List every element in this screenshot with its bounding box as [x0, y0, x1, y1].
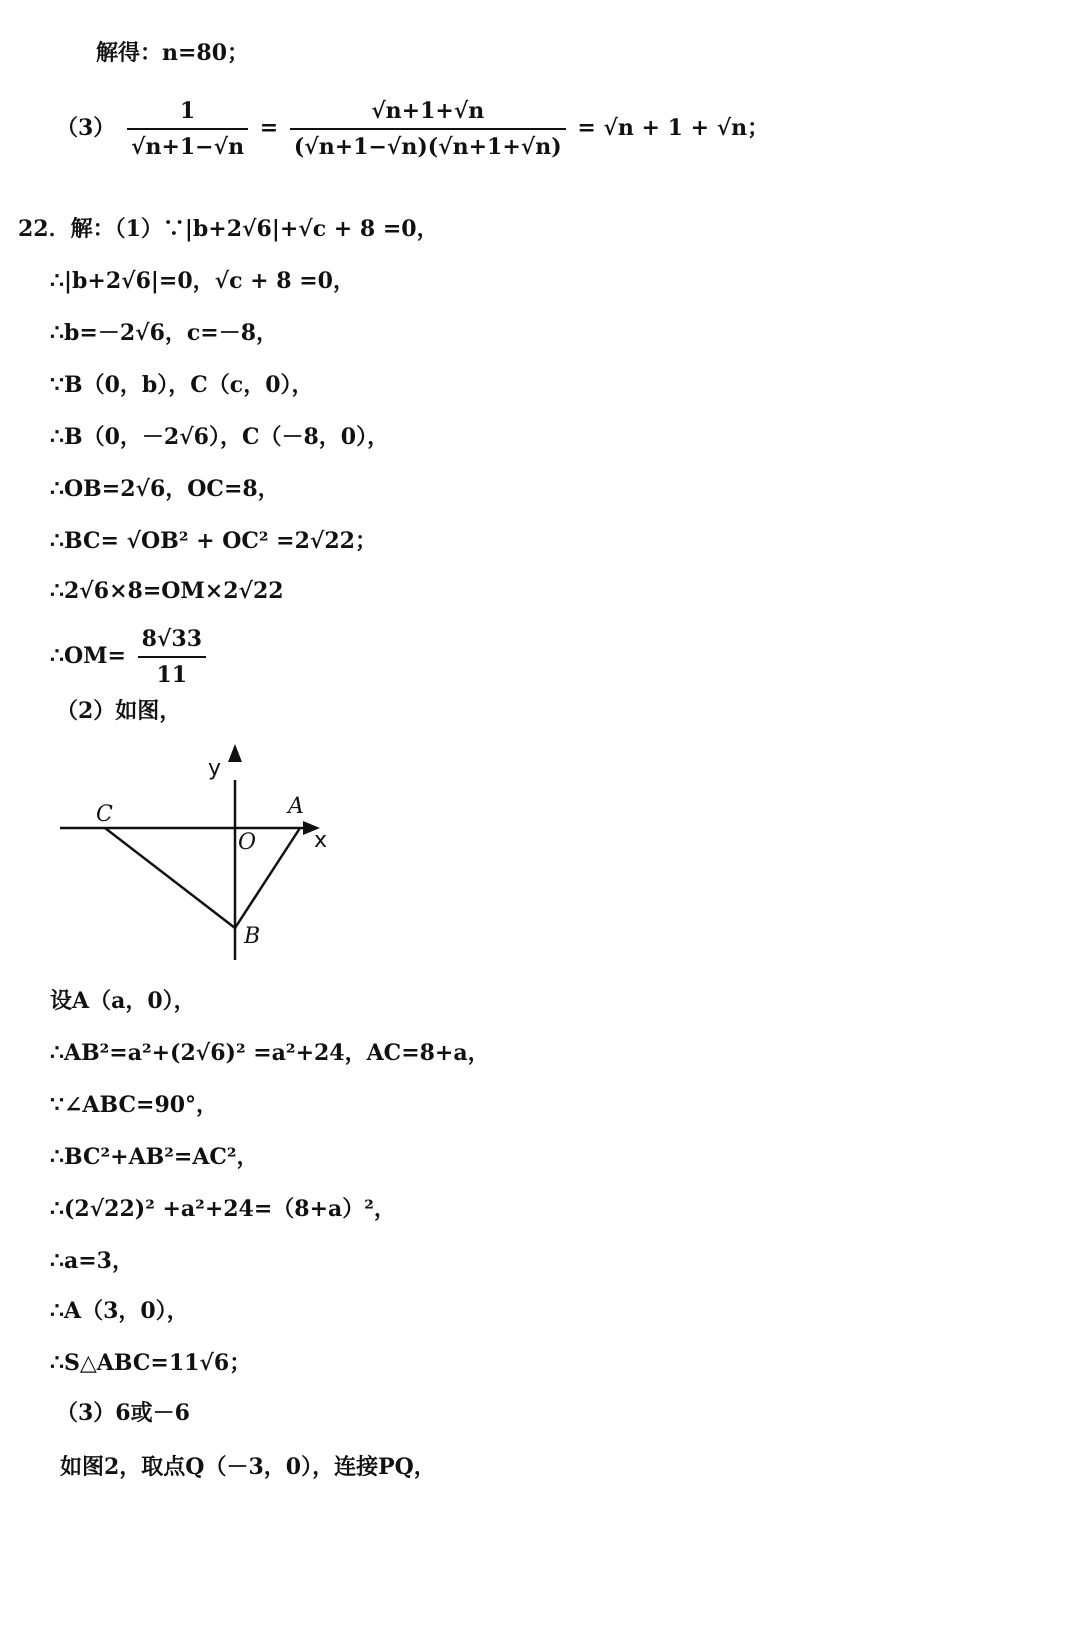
text-line-8: ∴BC= √OB² + OC² =2√22；: [50, 528, 377, 554]
om-numerator: 8√33: [138, 624, 206, 658]
part-label: （3）: [56, 115, 116, 141]
diagram-label-c: C: [96, 802, 113, 827]
diagram-label-y: y: [208, 756, 222, 781]
om-prefix: ∴OM=: [50, 643, 126, 669]
text-line-9: ∴2√6×8=OM×2√22: [50, 578, 284, 604]
text-line-2: 22．解：（1）∵|b+2√6|+√c + 8 =0，: [18, 216, 439, 242]
text-line-15: ∴BC²+AB²=AC²，: [50, 1144, 259, 1170]
text-line-12: 设A（a，0），: [50, 988, 196, 1014]
fraction-1-numerator: 1: [127, 96, 248, 130]
text-line-18: ∴A（3，0），: [50, 1298, 189, 1324]
om-fraction: [138, 624, 206, 690]
text-line-17: ∴a=3，: [50, 1248, 134, 1274]
fraction-2: [290, 96, 566, 162]
text-line-4: ∴b=－2√6，c=－8，: [50, 320, 279, 346]
text-line-20: （3）6或－6: [56, 1400, 190, 1426]
fraction-1-denominator: √n+1−√n: [130, 134, 245, 160]
result-expression: = √n + 1 + √n；: [577, 115, 770, 141]
text-line-6: ∴B（0，－2√6），C（－8，0），: [50, 424, 390, 450]
text-line-1: [56, 96, 769, 162]
y-axis-arrow: [225, 744, 245, 784]
text-line-16: ∴(2√22)² +a²+24=（8+a）²，: [50, 1196, 396, 1222]
fraction-2-denominator: (√n+1−√n)(√n+1+√n): [293, 134, 562, 160]
text-line-10: [50, 624, 210, 690]
equals-sign: =: [259, 115, 279, 141]
diagram-label-b: B: [244, 924, 261, 949]
text-line-0: 解得：n=80；: [96, 40, 250, 66]
text-line-3: ∴|b+2√6|=0，√c + 8 =0，: [50, 268, 355, 294]
om-denominator: 11: [156, 662, 188, 688]
diagram-label-o: O: [238, 830, 257, 855]
text-line-14: ∵∠ABC=90°，: [50, 1092, 219, 1118]
fraction-2-numerator: √n+1+√n: [290, 96, 566, 130]
text-line-5: ∵B（0，b），C（c，0），: [50, 372, 314, 398]
diagram-label-a: A: [288, 794, 304, 819]
text-line-11: （2）如图，: [56, 698, 182, 724]
segment-cb: [105, 828, 235, 928]
text-line-21: 如图2，取点Q（－3，0），连接PQ，: [60, 1454, 436, 1480]
text-line-7: ∴OB=2√6，OC=8，: [50, 476, 280, 502]
fraction-1: [127, 96, 248, 162]
text-line-19: ∴S△ABC=11√6；: [50, 1350, 252, 1376]
text-line-13: ∴AB²=a²+(2√6)² =a²+24，AC=8+a，: [50, 1040, 490, 1066]
diagram-label-x: x: [314, 828, 328, 853]
